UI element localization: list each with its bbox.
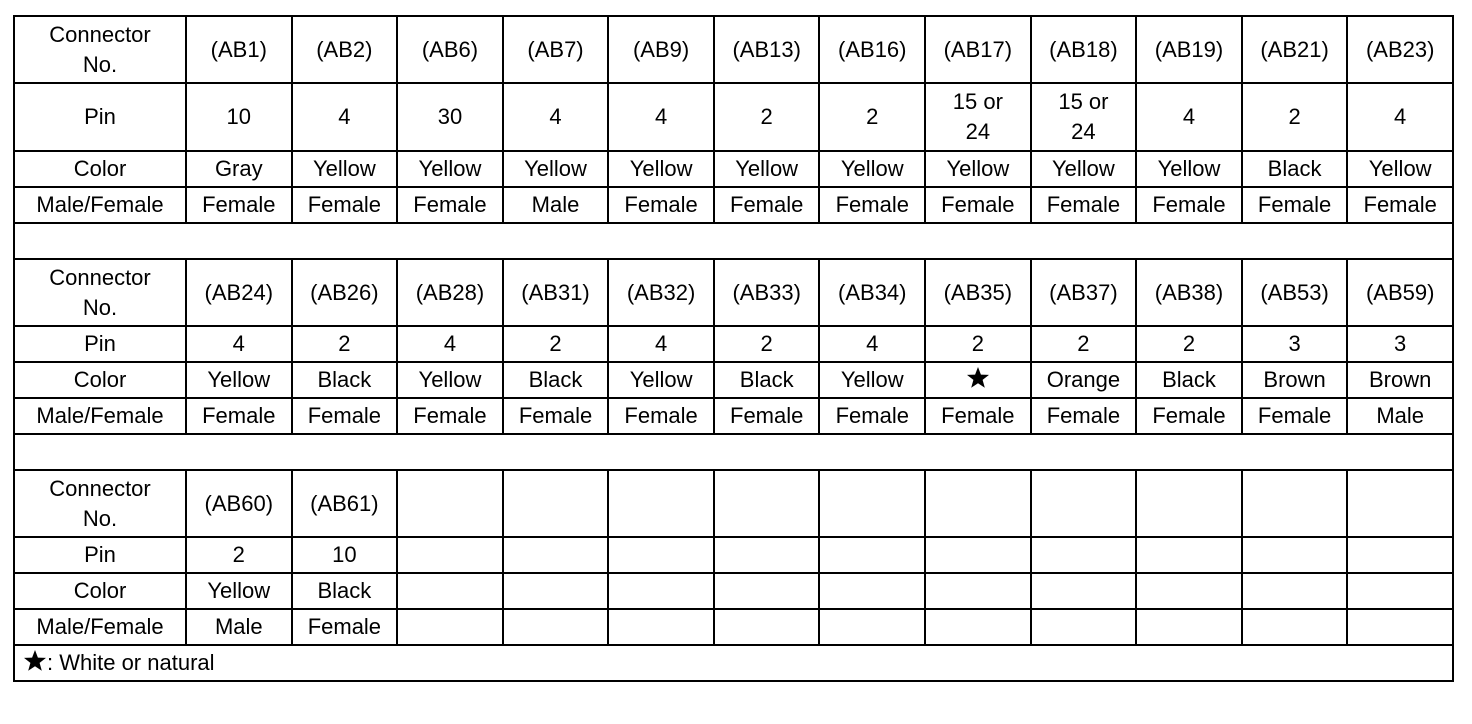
male-female-label: Male/Female	[14, 609, 186, 645]
pin-cell	[714, 537, 820, 573]
pin-label: Pin	[14, 83, 186, 151]
pin-cell: 4	[503, 83, 609, 151]
male-female-cell: Male	[186, 609, 292, 645]
color-row	[14, 151, 1453, 187]
connector-cell: (AB16)	[819, 16, 925, 83]
pin-cell: 4	[186, 326, 292, 362]
star-icon	[966, 366, 990, 390]
pin-cell: 2	[1031, 326, 1137, 362]
male-female-label: Male/Female	[14, 187, 186, 223]
connector-cell: (AB33)	[714, 259, 820, 326]
connector-cell: (AB9)	[608, 16, 714, 83]
color-cell: Yellow	[608, 151, 714, 187]
pin-cell: 2	[186, 537, 292, 573]
male-female-cell	[397, 609, 503, 645]
pin-row	[14, 537, 1453, 573]
male-female-cell: Male	[503, 187, 609, 223]
male-female-cell: Female	[819, 398, 925, 434]
legend-text: : White or natural	[47, 650, 215, 675]
connector-no-label: Connector No.	[14, 470, 186, 537]
pin-cell: 15 or 24	[925, 83, 1031, 151]
male-female-row	[14, 187, 1453, 223]
pin-cell: 4	[397, 326, 503, 362]
connector-cell: (AB13)	[714, 16, 820, 83]
male-female-cell	[1347, 609, 1453, 645]
male-female-cell	[1136, 609, 1242, 645]
color-label: Color	[14, 362, 186, 398]
pin-cell: 2	[503, 326, 609, 362]
color-cell: Brown	[1347, 362, 1453, 398]
pin-row	[14, 83, 1453, 151]
male-female-cell: Female	[608, 187, 714, 223]
color-cell: Yellow	[819, 151, 925, 187]
pin-cell	[608, 537, 714, 573]
legend-note	[14, 645, 1453, 681]
color-cell: Gray	[186, 151, 292, 187]
color-cell: Black	[714, 362, 820, 398]
connector-cell: (AB38)	[1136, 259, 1242, 326]
male-female-cell: Female	[925, 187, 1031, 223]
male-female-cell: Female	[1031, 187, 1137, 223]
connector-cell: (AB17)	[925, 16, 1031, 83]
male-female-cell: Female	[397, 398, 503, 434]
connector-table-sheet	[13, 15, 1454, 682]
male-female-cell: Female	[714, 187, 820, 223]
male-female-cell: Female	[1136, 398, 1242, 434]
color-cell: Black	[292, 362, 398, 398]
male-female-cell: Female	[925, 398, 1031, 434]
male-female-cell: Female	[292, 609, 398, 645]
connector-no-label: Connector No.	[14, 16, 186, 83]
connector-cell: (AB37)	[1031, 259, 1137, 326]
color-cell	[1347, 573, 1453, 609]
pin-cell: 3	[1242, 326, 1348, 362]
pin-cell: 4	[608, 83, 714, 151]
color-cell: Black	[292, 573, 398, 609]
color-cell: Yellow	[1347, 151, 1453, 187]
connector-cell: (AB26)	[292, 259, 398, 326]
male-female-cell: Female	[1242, 187, 1348, 223]
connector-cell: (AB59)	[1347, 259, 1453, 326]
pin-cell: 15 or 24	[1031, 83, 1137, 151]
male-female-cell: Female	[819, 187, 925, 223]
connector-cell	[1136, 470, 1242, 537]
male-female-cell	[503, 609, 609, 645]
color-cell	[925, 573, 1031, 609]
color-cell: Yellow	[397, 362, 503, 398]
male-female-cell	[819, 609, 925, 645]
color-cell: Yellow	[1136, 151, 1242, 187]
color-cell	[1136, 573, 1242, 609]
pin-cell: 2	[819, 83, 925, 151]
pin-cell: 2	[292, 326, 398, 362]
color-label: Color	[14, 151, 186, 187]
color-cell: Black	[503, 362, 609, 398]
color-cell	[608, 573, 714, 609]
color-cell: Yellow	[819, 362, 925, 398]
male-female-cell: Female	[397, 187, 503, 223]
connector-row	[14, 259, 1453, 326]
pin-cell: 10	[292, 537, 398, 573]
color-row	[14, 573, 1453, 609]
connector-row	[14, 16, 1453, 83]
connector-row	[14, 470, 1453, 537]
connector-cell: (AB31)	[503, 259, 609, 326]
male-female-row	[14, 398, 1453, 434]
male-female-cell: Male	[1347, 398, 1453, 434]
color-cell: Yellow	[714, 151, 820, 187]
pin-cell: 4	[1347, 83, 1453, 151]
pin-cell	[503, 537, 609, 573]
male-female-cell: Female	[186, 398, 292, 434]
color-cell-symbol	[925, 362, 1031, 398]
male-female-row	[14, 609, 1453, 645]
male-female-cell: Female	[292, 398, 398, 434]
connector-cell: (AB32)	[608, 259, 714, 326]
male-female-cell: Female	[186, 187, 292, 223]
spacer-cell	[14, 223, 1453, 259]
color-cell: Orange	[1031, 362, 1137, 398]
connector-cell	[714, 470, 820, 537]
pin-cell: 2	[925, 326, 1031, 362]
color-cell: Black	[1136, 362, 1242, 398]
male-female-cell: Female	[608, 398, 714, 434]
pin-cell	[1242, 537, 1348, 573]
connector-cell	[608, 470, 714, 537]
connector-cell	[503, 470, 609, 537]
male-female-cell	[925, 609, 1031, 645]
connector-cell: (AB2)	[292, 16, 398, 83]
pin-cell: 2	[1136, 326, 1242, 362]
connector-table	[13, 15, 1454, 682]
color-row	[14, 362, 1453, 398]
color-cell: Brown	[1242, 362, 1348, 398]
pin-cell: 2	[714, 83, 820, 151]
pin-cell: 3	[1347, 326, 1453, 362]
connector-cell	[1031, 470, 1137, 537]
color-cell: Yellow	[503, 151, 609, 187]
male-female-cell	[1242, 609, 1348, 645]
connector-cell: (AB35)	[925, 259, 1031, 326]
pin-label: Pin	[14, 326, 186, 362]
pin-cell	[1347, 537, 1453, 573]
male-female-cell: Female	[1031, 398, 1137, 434]
color-cell	[397, 573, 503, 609]
pin-cell	[925, 537, 1031, 573]
star-icon	[23, 649, 47, 673]
section-spacer	[14, 434, 1453, 470]
connector-cell: (AB28)	[397, 259, 503, 326]
connector-cell: (AB53)	[1242, 259, 1348, 326]
male-female-cell: Female	[1136, 187, 1242, 223]
male-female-cell	[714, 609, 820, 645]
connector-cell: (AB6)	[397, 16, 503, 83]
connector-cell	[819, 470, 925, 537]
connector-cell: (AB18)	[1031, 16, 1137, 83]
pin-row	[14, 326, 1453, 362]
color-cell: Yellow	[186, 362, 292, 398]
male-female-label: Male/Female	[14, 398, 186, 434]
pin-cell: 30	[397, 83, 503, 151]
color-cell	[819, 573, 925, 609]
pin-cell: 2	[714, 326, 820, 362]
pin-cell: 4	[608, 326, 714, 362]
connector-cell: (AB21)	[1242, 16, 1348, 83]
pin-cell: 4	[819, 326, 925, 362]
connector-cell: (AB19)	[1136, 16, 1242, 83]
connector-cell: (AB23)	[1347, 16, 1453, 83]
male-female-cell: Female	[292, 187, 398, 223]
connector-cell	[1347, 470, 1453, 537]
pin-cell: 10	[186, 83, 292, 151]
color-cell	[503, 573, 609, 609]
connector-cell	[397, 470, 503, 537]
color-label: Color	[14, 573, 186, 609]
connector-cell: (AB34)	[819, 259, 925, 326]
color-cell	[714, 573, 820, 609]
color-cell: Yellow	[397, 151, 503, 187]
male-female-cell: Female	[714, 398, 820, 434]
color-cell: Yellow	[925, 151, 1031, 187]
color-cell	[1031, 573, 1137, 609]
connector-cell: (AB60)	[186, 470, 292, 537]
pin-cell: 2	[1242, 83, 1348, 151]
legend-row	[14, 645, 1453, 681]
color-cell	[1242, 573, 1348, 609]
pin-cell: 4	[292, 83, 398, 151]
pin-cell	[1031, 537, 1137, 573]
male-female-cell: Female	[1242, 398, 1348, 434]
color-cell: Yellow	[292, 151, 398, 187]
male-female-cell: Female	[1347, 187, 1453, 223]
color-cell: Yellow	[1031, 151, 1137, 187]
pin-cell: 4	[1136, 83, 1242, 151]
color-cell: Black	[1242, 151, 1348, 187]
connector-cell: (AB24)	[186, 259, 292, 326]
spacer-cell	[14, 434, 1453, 470]
color-cell: Yellow	[186, 573, 292, 609]
pin-cell	[819, 537, 925, 573]
color-cell: Yellow	[608, 362, 714, 398]
pin-cell	[1136, 537, 1242, 573]
connector-cell: (AB1)	[186, 16, 292, 83]
connector-cell	[1242, 470, 1348, 537]
connector-cell: (AB7)	[503, 16, 609, 83]
connector-no-label: Connector No.	[14, 259, 186, 326]
connector-cell: (AB61)	[292, 470, 398, 537]
pin-cell	[397, 537, 503, 573]
male-female-cell	[608, 609, 714, 645]
section-spacer	[14, 223, 1453, 259]
male-female-cell: Female	[503, 398, 609, 434]
pin-label: Pin	[14, 537, 186, 573]
male-female-cell	[1031, 609, 1137, 645]
connector-cell	[925, 470, 1031, 537]
